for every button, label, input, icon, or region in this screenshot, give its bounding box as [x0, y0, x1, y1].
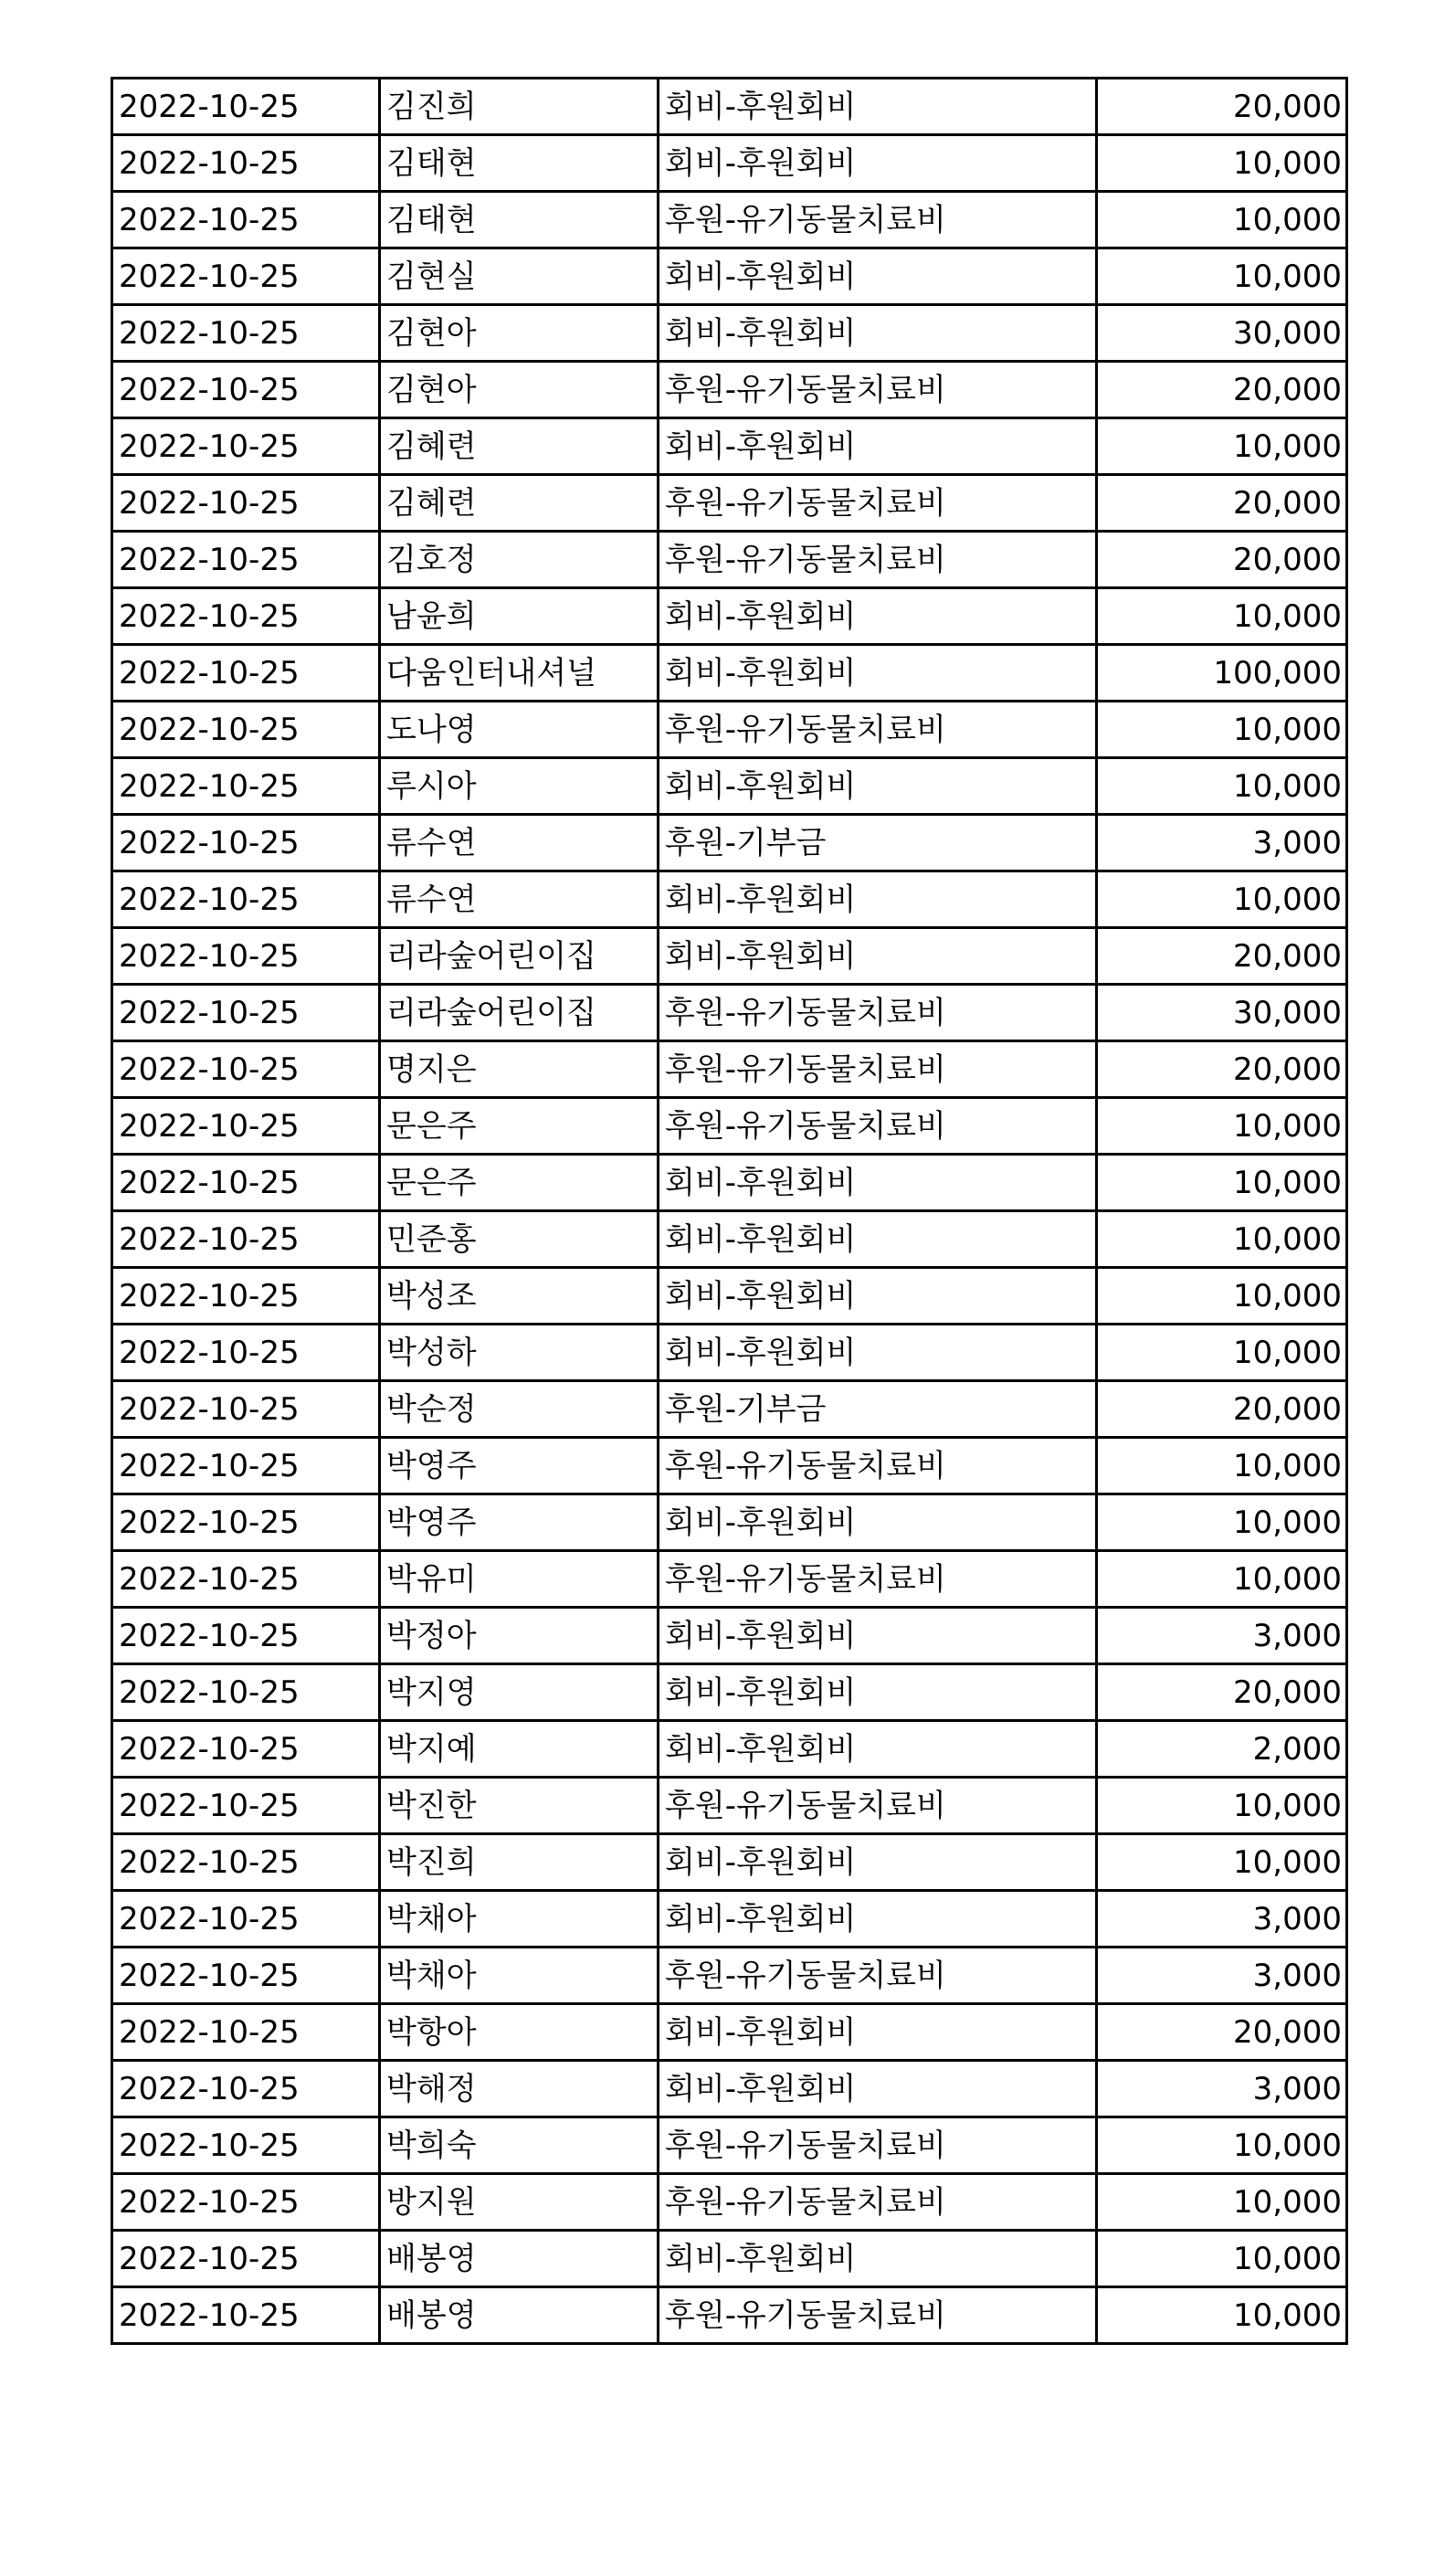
category-cell: 후원-유기동물치료비: [659, 702, 1097, 758]
table-row: [112, 1494, 1347, 1551]
donor-name-cell: 박진희: [380, 1834, 659, 1891]
amount-cell: 3,000: [1097, 1891, 1347, 1948]
ledger-body: [112, 79, 1347, 2344]
date-cell: 2022-10-25: [112, 1721, 380, 1778]
donor-name-cell: 박성하: [380, 1325, 659, 1381]
table-row: [112, 815, 1347, 871]
category-cell: 회비-후원회비: [659, 2231, 1097, 2287]
amount-cell: 20,000: [1097, 1664, 1347, 1721]
amount-cell: 3,000: [1097, 815, 1347, 871]
donor-name-cell: 배봉영: [380, 2287, 659, 2344]
table-row: [112, 418, 1347, 475]
category-cell: 후원-유기동물치료비: [659, 1948, 1097, 2004]
table-row: [112, 2287, 1347, 2344]
date-cell: 2022-10-25: [112, 79, 380, 135]
category-cell: 후원-유기동물치료비: [659, 2174, 1097, 2231]
amount-cell: 20,000: [1097, 475, 1347, 532]
date-cell: 2022-10-25: [112, 2061, 380, 2117]
category-cell: 회비-후원회비: [659, 1608, 1097, 1664]
donor-name-cell: 김진희: [380, 79, 659, 135]
date-cell: 2022-10-25: [112, 2231, 380, 2287]
donor-name-cell: 문은주: [380, 1098, 659, 1155]
amount-cell: 10,000: [1097, 758, 1347, 815]
amount-cell: 10,000: [1097, 248, 1347, 305]
date-cell: 2022-10-25: [112, 702, 380, 758]
category-cell: 후원-유기동물치료비: [659, 2117, 1097, 2174]
table-row: [112, 1721, 1347, 1778]
date-cell: 2022-10-25: [112, 1041, 380, 1098]
donor-name-cell: 김혜련: [380, 475, 659, 532]
date-cell: 2022-10-25: [112, 1948, 380, 2004]
amount-cell: 10,000: [1097, 2287, 1347, 2344]
table-row: [112, 532, 1347, 588]
date-cell: 2022-10-25: [112, 1381, 380, 1438]
donor-name-cell: 리라숲어린이집: [380, 928, 659, 985]
table-row: [112, 1098, 1347, 1155]
category-cell: 후원-유기동물치료비: [659, 1041, 1097, 1098]
table-row: [112, 1551, 1347, 1608]
date-cell: 2022-10-25: [112, 1891, 380, 1948]
donor-name-cell: 김현아: [380, 305, 659, 362]
donor-name-cell: 박유미: [380, 1551, 659, 1608]
amount-cell: 10,000: [1097, 2174, 1347, 2231]
table-row: [112, 871, 1347, 928]
table-row: [112, 1211, 1347, 1268]
amount-cell: 10,000: [1097, 135, 1347, 192]
donor-name-cell: 류수연: [380, 871, 659, 928]
donor-name-cell: 리라숲어린이집: [380, 985, 659, 1041]
category-cell: 회비-후원회비: [659, 871, 1097, 928]
amount-cell: 20,000: [1097, 362, 1347, 418]
donor-name-cell: 김호정: [380, 532, 659, 588]
category-cell: 후원-유기동물치료비: [659, 192, 1097, 248]
table-row: [112, 1608, 1347, 1664]
amount-cell: 10,000: [1097, 588, 1347, 645]
category-cell: 회비-후원회비: [659, 418, 1097, 475]
date-cell: 2022-10-25: [112, 1438, 380, 1494]
date-cell: 2022-10-25: [112, 588, 380, 645]
table-row: [112, 1891, 1347, 1948]
category-cell: 후원-유기동물치료비: [659, 532, 1097, 588]
category-cell: 후원-유기동물치료비: [659, 985, 1097, 1041]
donor-name-cell: 박영주: [380, 1438, 659, 1494]
category-cell: 후원-기부금: [659, 815, 1097, 871]
table-row: [112, 362, 1347, 418]
donor-name-cell: 박채아: [380, 1891, 659, 1948]
donor-name-cell: 류수연: [380, 815, 659, 871]
date-cell: 2022-10-25: [112, 305, 380, 362]
category-cell: 후원-기부금: [659, 1381, 1097, 1438]
category-cell: 후원-유기동물치료비: [659, 1778, 1097, 1834]
category-cell: 후원-유기동물치료비: [659, 2287, 1097, 2344]
date-cell: 2022-10-25: [112, 1098, 380, 1155]
amount-cell: 20,000: [1097, 2004, 1347, 2061]
table-row: [112, 985, 1347, 1041]
donor-name-cell: 방지원: [380, 2174, 659, 2231]
amount-cell: 3,000: [1097, 1948, 1347, 2004]
donor-name-cell: 도나영: [380, 702, 659, 758]
donor-name-cell: 박희숙: [380, 2117, 659, 2174]
category-cell: 회비-후원회비: [659, 305, 1097, 362]
date-cell: 2022-10-25: [112, 1155, 380, 1211]
table-row: [112, 1155, 1347, 1211]
donor-name-cell: 김현실: [380, 248, 659, 305]
date-cell: 2022-10-25: [112, 1211, 380, 1268]
amount-cell: 3,000: [1097, 1608, 1347, 1664]
category-cell: 회비-후원회비: [659, 1721, 1097, 1778]
date-cell: 2022-10-25: [112, 2004, 380, 2061]
table-row: [112, 79, 1347, 135]
table-row: [112, 2174, 1347, 2231]
table-row: [112, 2117, 1347, 2174]
amount-cell: 10,000: [1097, 1211, 1347, 1268]
category-cell: 회비-후원회비: [659, 1834, 1097, 1891]
date-cell: 2022-10-25: [112, 192, 380, 248]
category-cell: 회비-후원회비: [659, 248, 1097, 305]
amount-cell: 20,000: [1097, 1381, 1347, 1438]
category-cell: 회비-후원회비: [659, 1325, 1097, 1381]
donor-name-cell: 박해정: [380, 2061, 659, 2117]
table-row: [112, 1041, 1347, 1098]
donor-name-cell: 박영주: [380, 1494, 659, 1551]
donor-name-cell: 박성조: [380, 1268, 659, 1325]
amount-cell: 10,000: [1097, 1268, 1347, 1325]
table-row: [112, 305, 1347, 362]
category-cell: 후원-유기동물치료비: [659, 1098, 1097, 1155]
donor-name-cell: 김태현: [380, 135, 659, 192]
date-cell: 2022-10-25: [112, 1551, 380, 1608]
category-cell: 회비-후원회비: [659, 645, 1097, 702]
date-cell: 2022-10-25: [112, 248, 380, 305]
donor-name-cell: 김태현: [380, 192, 659, 248]
donor-name-cell: 루시아: [380, 758, 659, 815]
date-cell: 2022-10-25: [112, 475, 380, 532]
date-cell: 2022-10-25: [112, 2117, 380, 2174]
table-row: [112, 1948, 1347, 2004]
amount-cell: 10,000: [1097, 192, 1347, 248]
amount-cell: 100,000: [1097, 645, 1347, 702]
date-cell: 2022-10-25: [112, 532, 380, 588]
category-cell: 회비-후원회비: [659, 1494, 1097, 1551]
table-row: [112, 2004, 1347, 2061]
amount-cell: 10,000: [1097, 1834, 1347, 1891]
donor-name-cell: 박정아: [380, 1608, 659, 1664]
donor-name-cell: 민준홍: [380, 1211, 659, 1268]
category-cell: 회비-후원회비: [659, 79, 1097, 135]
donor-name-cell: 배봉영: [380, 2231, 659, 2287]
table-row: [112, 1834, 1347, 1891]
date-cell: 2022-10-25: [112, 2287, 380, 2344]
date-cell: 2022-10-25: [112, 1608, 380, 1664]
amount-cell: 10,000: [1097, 2231, 1347, 2287]
donor-name-cell: 다움인터내셔널: [380, 645, 659, 702]
date-cell: 2022-10-25: [112, 645, 380, 702]
date-cell: 2022-10-25: [112, 2174, 380, 2231]
amount-cell: 3,000: [1097, 2061, 1347, 2117]
category-cell: 후원-유기동물치료비: [659, 475, 1097, 532]
table-row: [112, 1325, 1347, 1381]
amount-cell: 20,000: [1097, 532, 1347, 588]
amount-cell: 30,000: [1097, 305, 1347, 362]
category-cell: 회비-후원회비: [659, 1268, 1097, 1325]
date-cell: 2022-10-25: [112, 135, 380, 192]
amount-cell: 20,000: [1097, 1041, 1347, 1098]
amount-cell: 10,000: [1097, 702, 1347, 758]
donor-name-cell: 박지영: [380, 1664, 659, 1721]
date-cell: 2022-10-25: [112, 1778, 380, 1834]
amount-cell: 10,000: [1097, 1438, 1347, 1494]
table-row: [112, 475, 1347, 532]
date-cell: 2022-10-25: [112, 758, 380, 815]
category-cell: 회비-후원회비: [659, 2004, 1097, 2061]
amount-cell: 2,000: [1097, 1721, 1347, 1778]
date-cell: 2022-10-25: [112, 985, 380, 1041]
donor-name-cell: 명지은: [380, 1041, 659, 1098]
category-cell: 회비-후원회비: [659, 588, 1097, 645]
amount-cell: 10,000: [1097, 418, 1347, 475]
amount-cell: 10,000: [1097, 1155, 1347, 1211]
table-row: [112, 928, 1347, 985]
category-cell: 회비-후원회비: [659, 758, 1097, 815]
date-cell: 2022-10-25: [112, 1325, 380, 1381]
amount-cell: 10,000: [1097, 1778, 1347, 1834]
date-cell: 2022-10-25: [112, 418, 380, 475]
category-cell: 회비-후원회비: [659, 928, 1097, 985]
donor-name-cell: 박지예: [380, 1721, 659, 1778]
donor-name-cell: 박항아: [380, 2004, 659, 2061]
table-row: [112, 1664, 1347, 1721]
table-row: [112, 702, 1347, 758]
table-row: [112, 1268, 1347, 1325]
date-cell: 2022-10-25: [112, 1664, 380, 1721]
table-row: [112, 1438, 1347, 1494]
table-row: [112, 645, 1347, 702]
amount-cell: 10,000: [1097, 2117, 1347, 2174]
date-cell: 2022-10-25: [112, 928, 380, 985]
donor-name-cell: 김현아: [380, 362, 659, 418]
amount-cell: 20,000: [1097, 928, 1347, 985]
date-cell: 2022-10-25: [112, 1268, 380, 1325]
donation-ledger-table: [111, 77, 1348, 2345]
category-cell: 후원-유기동물치료비: [659, 362, 1097, 418]
date-cell: 2022-10-25: [112, 815, 380, 871]
category-cell: 후원-유기동물치료비: [659, 1438, 1097, 1494]
amount-cell: 20,000: [1097, 79, 1347, 135]
table-row: [112, 1381, 1347, 1438]
category-cell: 회비-후원회비: [659, 1211, 1097, 1268]
amount-cell: 10,000: [1097, 1098, 1347, 1155]
table-row: [112, 758, 1347, 815]
amount-cell: 30,000: [1097, 985, 1347, 1041]
date-cell: 2022-10-25: [112, 1494, 380, 1551]
table-row: [112, 135, 1347, 192]
donor-name-cell: 박순정: [380, 1381, 659, 1438]
category-cell: 후원-유기동물치료비: [659, 1551, 1097, 1608]
amount-cell: 10,000: [1097, 871, 1347, 928]
donor-name-cell: 남윤희: [380, 588, 659, 645]
table-row: [112, 588, 1347, 645]
amount-cell: 10,000: [1097, 1325, 1347, 1381]
donor-name-cell: 김혜련: [380, 418, 659, 475]
table-row: [112, 192, 1347, 248]
table-row: [112, 1778, 1347, 1834]
category-cell: 회비-후원회비: [659, 135, 1097, 192]
category-cell: 회비-후원회비: [659, 1664, 1097, 1721]
category-cell: 회비-후원회비: [659, 1891, 1097, 1948]
donor-name-cell: 박진한: [380, 1778, 659, 1834]
table-row: [112, 2061, 1347, 2117]
category-cell: 회비-후원회비: [659, 2061, 1097, 2117]
amount-cell: 10,000: [1097, 1494, 1347, 1551]
date-cell: 2022-10-25: [112, 362, 380, 418]
amount-cell: 10,000: [1097, 1551, 1347, 1608]
category-cell: 회비-후원회비: [659, 1155, 1097, 1211]
table-row: [112, 248, 1347, 305]
date-cell: 2022-10-25: [112, 1834, 380, 1891]
date-cell: 2022-10-25: [112, 871, 380, 928]
donor-name-cell: 문은주: [380, 1155, 659, 1211]
donor-name-cell: 박채아: [380, 1948, 659, 2004]
table-row: [112, 2231, 1347, 2287]
